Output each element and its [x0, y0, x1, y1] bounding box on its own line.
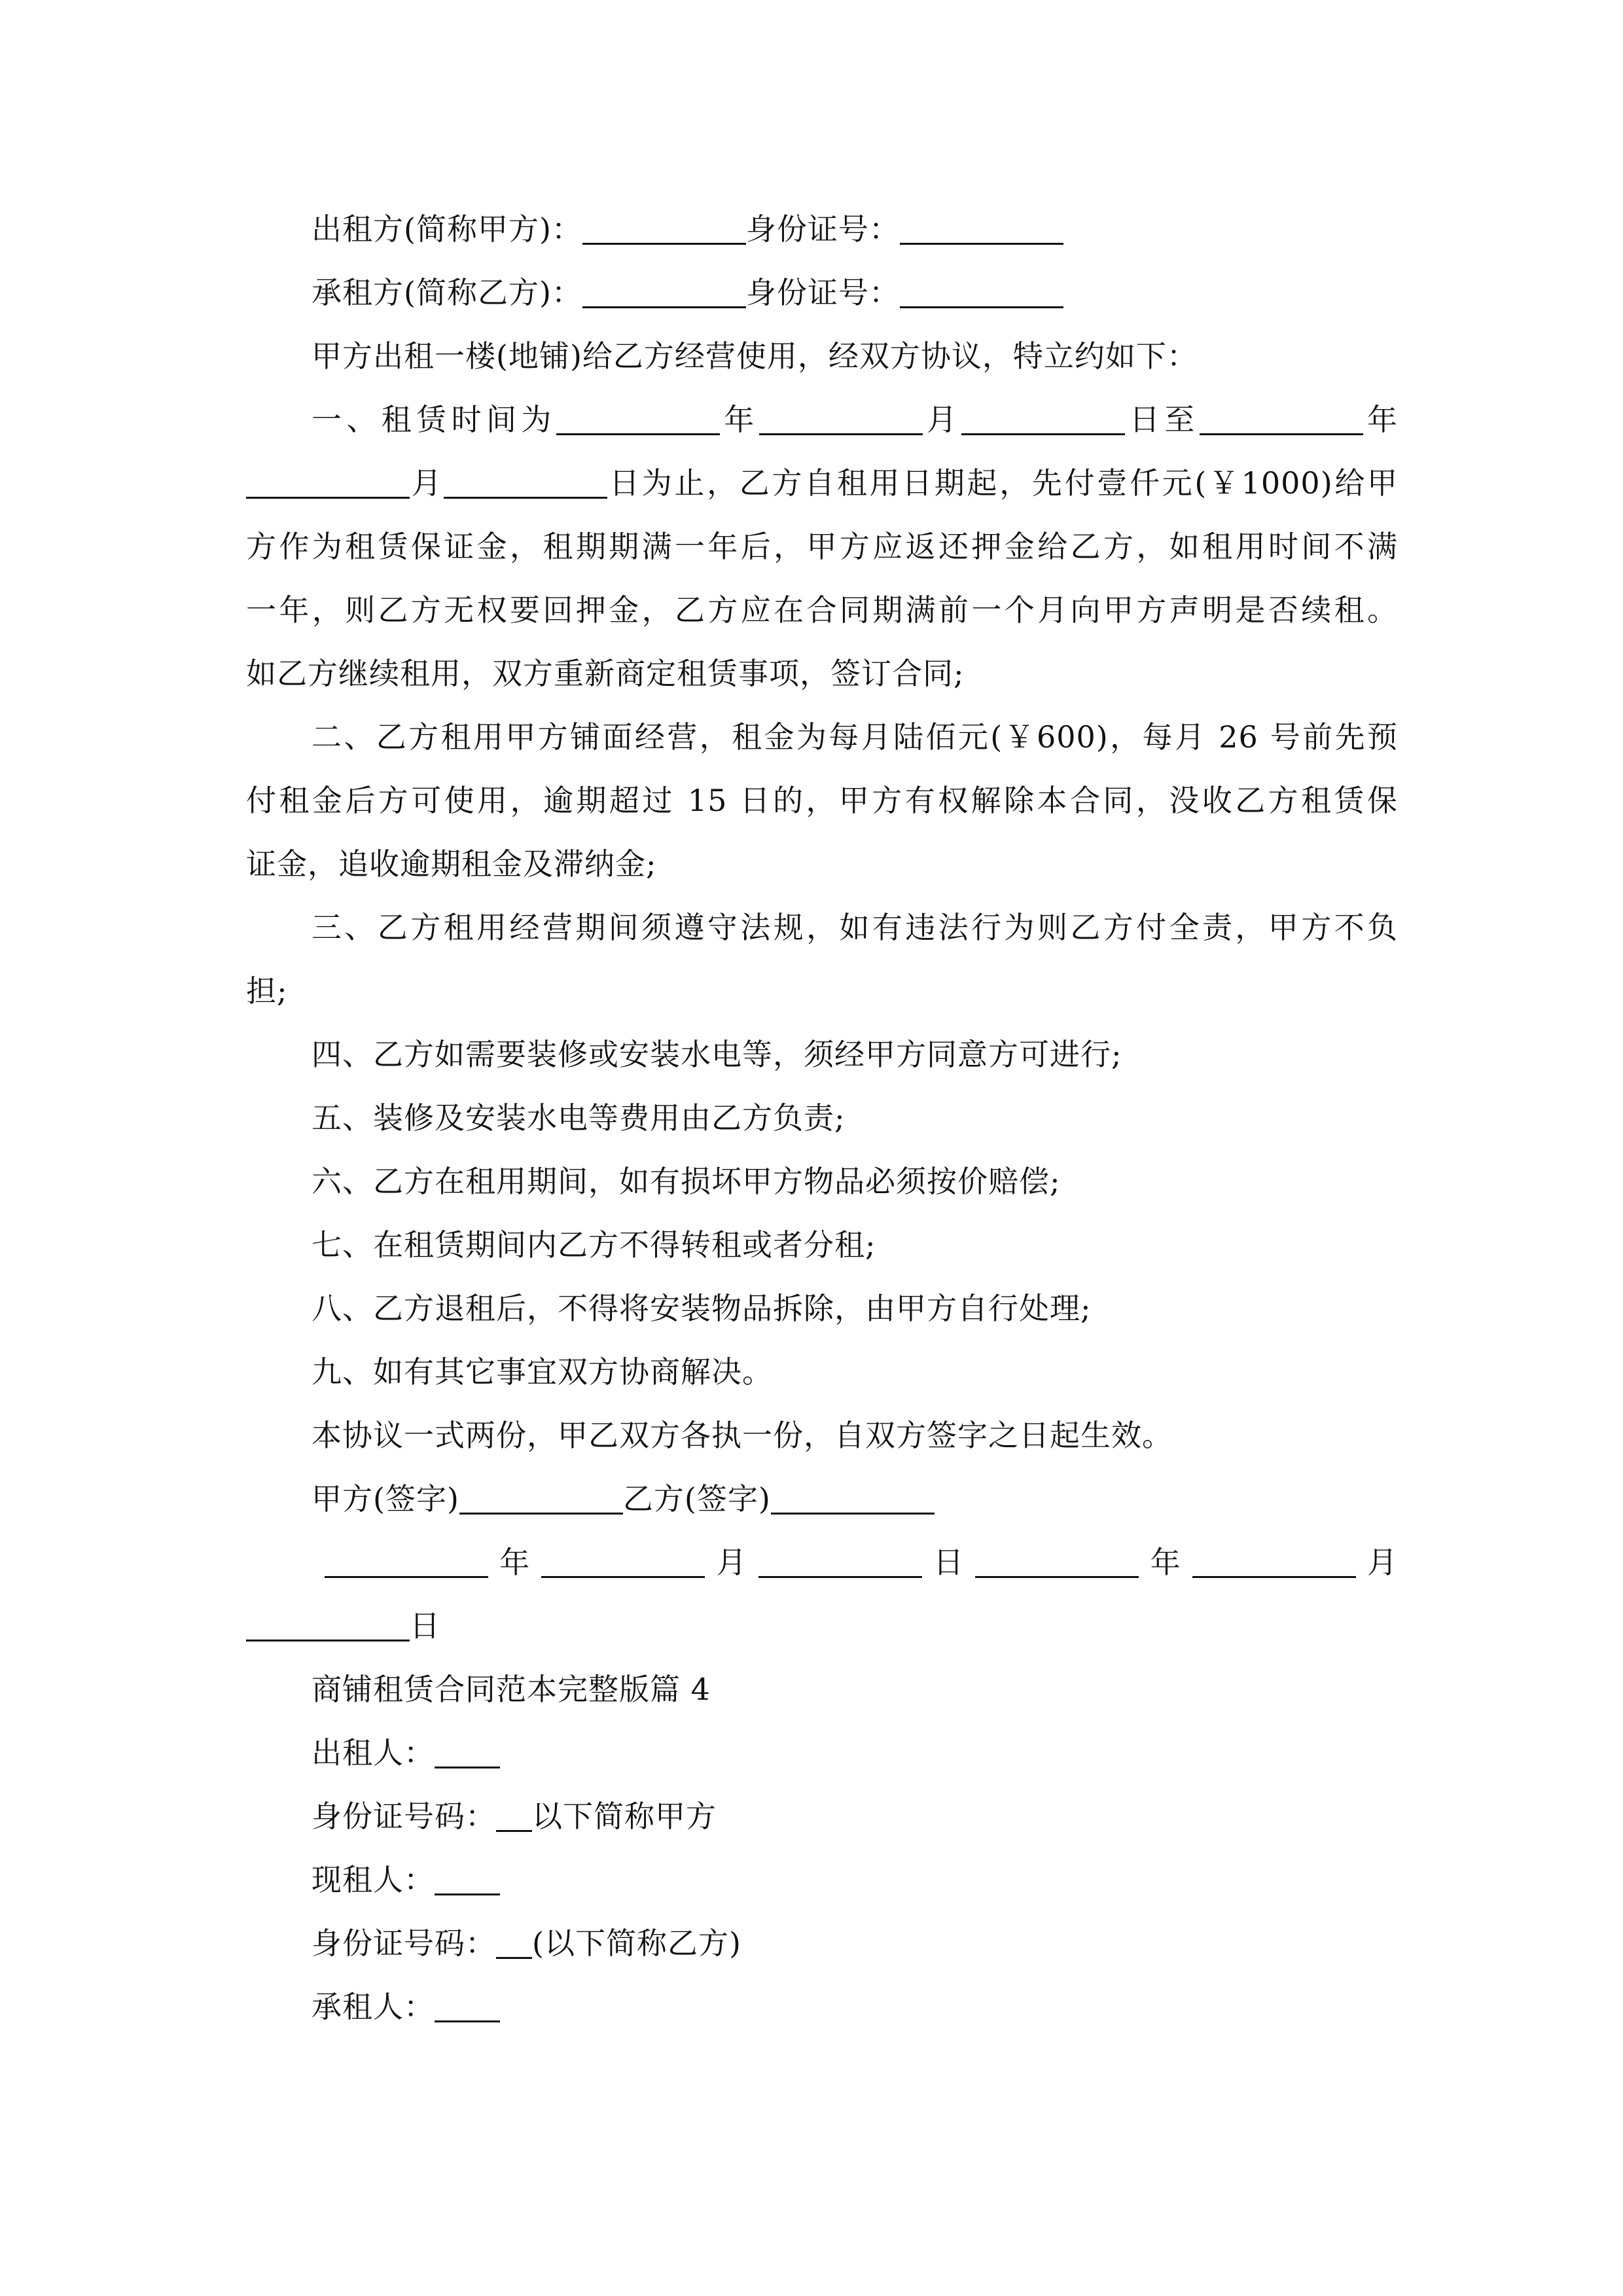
party-b-signature-label: 乙方(签字): [622, 1481, 771, 1516]
agreement-intro: 甲方出租一楼(地铺)给乙方经营使用，经双方协议，特立约如下：: [312, 338, 1198, 374]
date-line-2: 日: [246, 1594, 1398, 1657]
clause-2-line-2: 付租金后方可使用，逾期超过 15 日的，甲方有权解除本合同，没收乙方租赁保: [246, 783, 1398, 818]
clause-8: 八、乙方退租后，不得将安装物品拆除，由甲方自行处理;: [312, 1291, 1092, 1326]
lessee-blank: [582, 270, 746, 308]
party-a-signature-label: 甲方(签字): [312, 1481, 459, 1516]
lessee-id-line: [312, 261, 1398, 324]
lessor-blank: [582, 206, 746, 245]
clause-1-line-1: 一、租赁时间为 年 月 日至 年: [312, 388, 1398, 451]
current-tenant-line: 现租人：: [312, 1848, 1398, 1911]
clause-2-line-3: 证金，追收逾期租金及滞纳金;: [246, 846, 657, 882]
party-a-signature-blank: [459, 1476, 623, 1515]
lessor-id-line: [312, 198, 1398, 260]
clause-1-line-2: 月 日为止，乙方自租用日期起，先付壹仟元(￥1000)给甲: [246, 452, 1398, 514]
section-heading: 商铺租赁合同范本完整版篇 4: [312, 1672, 711, 1707]
lessee-name-line: 承租人：: [312, 1975, 1398, 2038]
signature-line: [312, 1467, 1398, 1530]
clause-6: 六、乙方在租用期间，如有损坏甲方物品必须按价赔偿;: [312, 1164, 1061, 1199]
clause-1-line-5: 如乙方继续租用，双方重新商定租赁事项，签订合同;: [246, 656, 965, 691]
clause-3-line-1: 三、乙方租用经营期间须遵守法规，如有违法行为则乙方付全责，甲方不负: [312, 910, 1398, 945]
clause-5: 五、装修及安装水电等费用由乙方负责;: [312, 1100, 846, 1136]
lessor-name-line: 出租人：: [312, 1721, 1398, 1784]
lessee-label: 承租方(简称乙方)：: [312, 275, 582, 310]
tenant-id-number-line: 身份证号码： (以下简称乙方): [312, 1912, 1398, 1975]
clause-2-line-1: 二、乙方租用甲方铺面经营，租金为每月陆佰元(￥600)，每月 26 号前先预: [312, 719, 1398, 755]
clause-1-line-4: 一年，则乙方无权要回押金，乙方应在合同期满前一个月向甲方声明是否续租。: [246, 592, 1398, 628]
lessor-id-number-line: 身份证号码： 以下简称甲方: [312, 1785, 1398, 1848]
lessor-id-label: 身份证号：: [745, 211, 900, 247]
clause-3-line-2: 担;: [246, 973, 288, 1009]
lessor-label: 出租方(简称甲方)：: [312, 211, 582, 247]
lessee-id-blank: [900, 270, 1063, 308]
party-b-signature-blank: [771, 1476, 935, 1515]
lessee-id-label: 身份证号：: [745, 275, 900, 310]
clause-1-line-3: 方作为租赁保证金，租期期满一年后，甲方应返还押金给乙方，如租用时间不满: [246, 529, 1398, 564]
effective-clause: 本协议一式两份，甲乙双方各执一份，自双方签字之日起生效。: [312, 1418, 1173, 1453]
date-line-1: 年 月 日 年 月: [325, 1531, 1398, 1594]
clause-9: 九、如有其它事宜双方协商解决。: [312, 1354, 773, 1390]
lessor-id-blank: [900, 206, 1063, 245]
clause-4: 四、乙方如需要装修或安装水电等，须经甲方同意方可进行;: [312, 1037, 1122, 1072]
clause-7: 七、在租赁期间内乙方不得转租或者分租;: [312, 1227, 876, 1263]
